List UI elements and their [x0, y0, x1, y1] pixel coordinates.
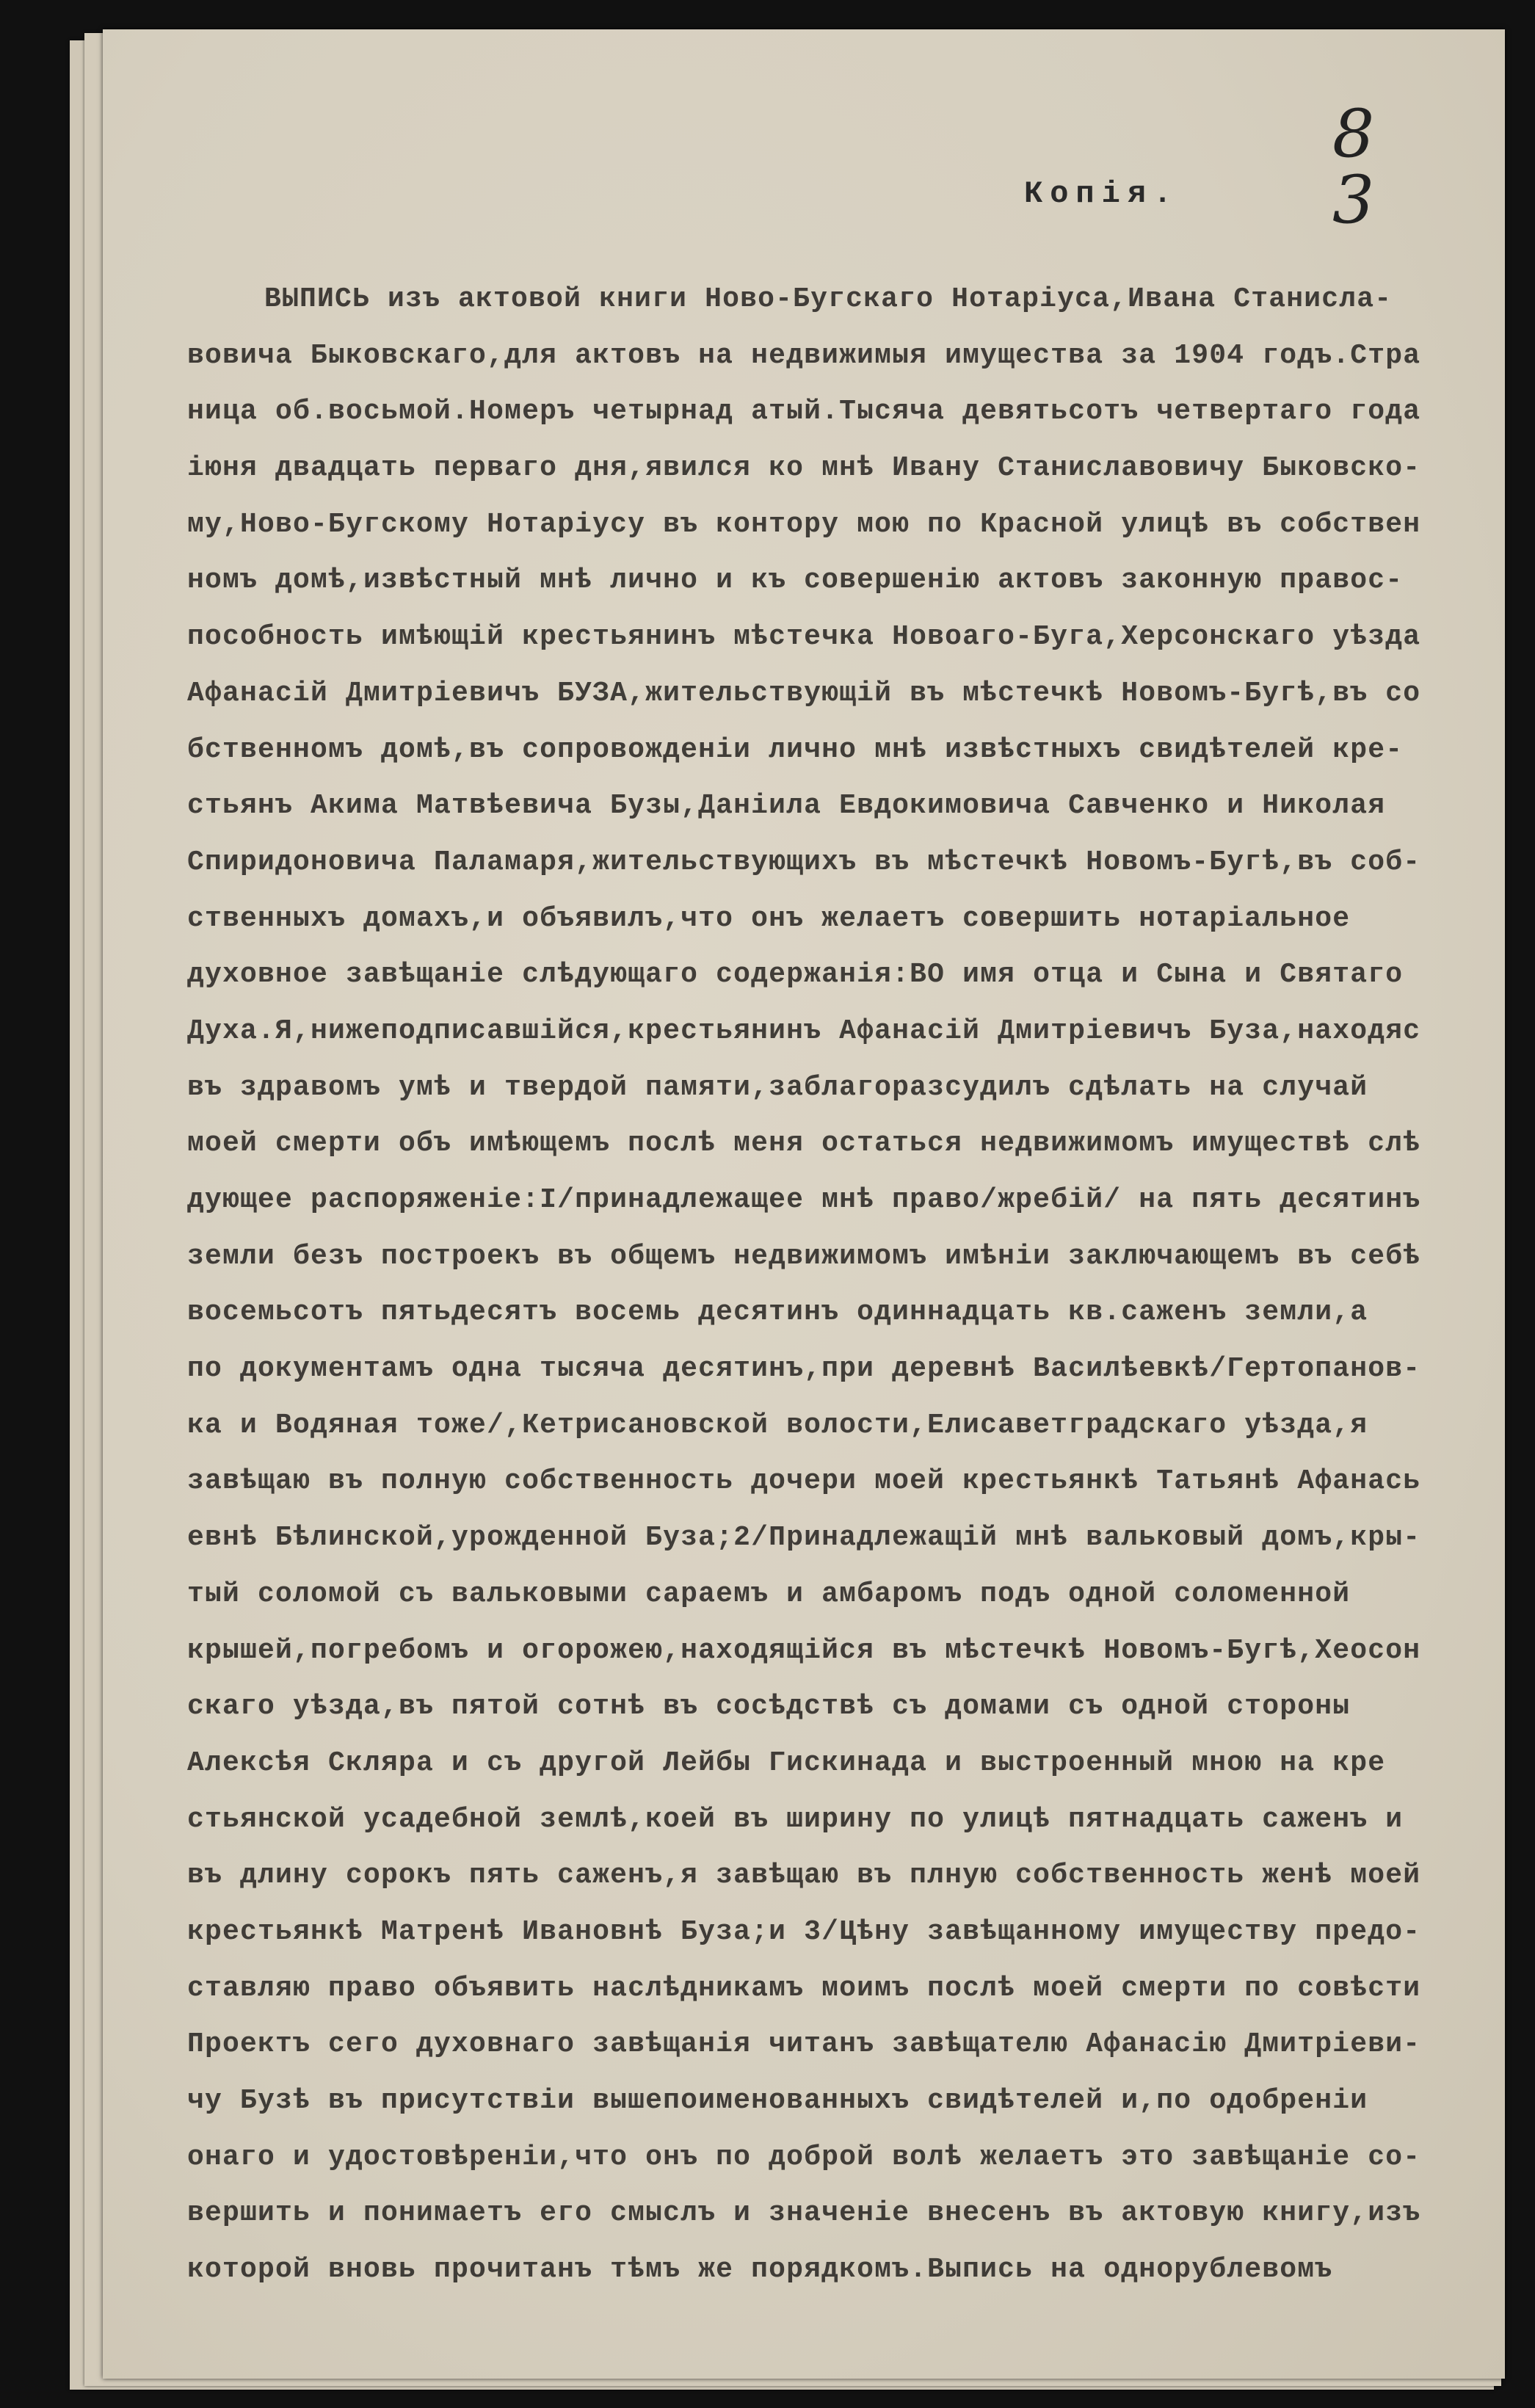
text-line: Спиридоновича Паламаря,жительствующихъ въ мѣстечкѣ Новомъ-Бугѣ,въ соб-	[187, 846, 1421, 878]
text-line: Афанасій Дмитріевичъ БУЗА,жительствующій въ мѣстечкѣ Новомъ-Бугѣ,въ со	[187, 677, 1421, 709]
text-line: номъ домѣ,извѣстный мнѣ лично и къ совершенію актовъ законную правос-	[187, 565, 1404, 597]
text-line: онаго и удостовѣреніи,что онъ по доброй волѣ желаетъ это завѣщаніе со-	[187, 2141, 1421, 2173]
faint-stamp	[148, 109, 219, 200]
text-line: ВЫПИСЬ изъ актовой книги Ново-Бугскаго Нотаріуса,Ивана Станисла-	[264, 283, 1393, 315]
document-body	[187, 279, 1479, 2306]
text-line: моей смерти объ имѣющемъ послѣ меня остаться недвижимомъ имуществѣ слѣ	[187, 1128, 1421, 1160]
text-line: земли безъ построекъ въ общемъ недвижимомъ имѣніи заключающемъ въ себѣ	[187, 1240, 1421, 1272]
text-line: ница об.восьмой.Номеръ четырнад атый.Тысяча девятьсотъ четвертаго года	[187, 396, 1421, 428]
text-line: стьянской усадебной землѣ,коей въ ширину по улицѣ пятнадцать саженъ и	[187, 1803, 1404, 1835]
text-line: Алексѣя Скляра и съ другой Лейбы Гискинада и выстроенный мною на кре	[187, 1747, 1386, 1779]
handwritten-sheet-number: 3	[1332, 162, 1375, 239]
text-line: завѣщаю въ полную собственность дочери моей крестьянкѣ Татьянѣ Афанась	[187, 1465, 1421, 1498]
text-line: крышей,погребомъ и огорожею,находящійся въ мѣстечкѣ Новомъ-Бугѣ,Хеосон	[187, 1634, 1421, 1667]
text-line: стьянъ Акима Матвѣевича Бузы,Даніила Евдокимовича Савченко и Николая	[187, 790, 1386, 822]
text-line: Проектъ сего духовнаго завѣщанія читанъ завѣщателю Афанасію Дмитріеви-	[187, 2028, 1421, 2061]
text-line: крестьянкѣ Матренѣ Ивановнѣ Буза;и 3/Цѣну завѣщанному имуществу предо-	[187, 1915, 1421, 1948]
text-line: скаго уѣзда,въ пятой сотнѣ въ сосѣдствѣ съ домами съ одной стороны	[187, 1691, 1351, 1723]
text-line: пособность имѣющій крестьянинъ мѣстечка Новоаго-Буга,Херсонскаго уѣзда	[187, 621, 1421, 653]
text-line: тый соломой съ вальковыми сараемъ и амбаромъ подъ одной соломенной	[187, 1578, 1351, 1610]
text-line: духовное завѣщаніе слѣдующаго содержанія:ВО имя отца и Сына и Святаго	[187, 959, 1404, 991]
text-line: ка и Водяная тоже/,Кетрисановской волости,Елисаветградскаго уѣзда,я	[187, 1409, 1368, 1441]
text-line: іюня двадцать перваго дня,явился ко мнѣ Ивану Станиславовичу Быковско-	[187, 452, 1421, 485]
text-line: му,Ново-Бугскому Нотаріусу въ контору мою по Красной улицѣ въ собствен	[187, 508, 1421, 540]
text-line: евнѣ Бѣлинской,урожденной Буза;2/Принадлежащій мнѣ вальковый домъ,кры-	[187, 1522, 1421, 1554]
text-line: вершить и понимаетъ его смыслъ и значеніе внесенъ въ актовую книгу,изъ	[187, 2197, 1421, 2230]
text-line: въ здравомъ умѣ и твердой памяти,заблагоразсудилъ сдѣлать на случай	[187, 1071, 1368, 1103]
document-title: Копія.	[1024, 176, 1180, 211]
text-line: ственныхъ домахъ,и объявилъ,что онъ желаетъ совершить нотаріальное	[187, 902, 1351, 935]
text-line: ставляю право объявить наслѣдникамъ моимъ послѣ моей смерти по совѣсти	[187, 1972, 1421, 2004]
text-line: восемьсотъ пятьдесятъ восемь десятинъ одиннадцать кв.саженъ земли,а	[187, 1297, 1368, 1329]
text-line: Духа.Я,нижеподписавшійся,крестьянинъ Афанасій Дмитріевичъ Буза,находяс	[187, 1015, 1421, 1047]
handwritten-page-number: 8	[1332, 95, 1375, 173]
text-line: бственномъ домѣ,въ сопровожденіи лично мнѣ извѣстныхъ свидѣтелей кре-	[187, 733, 1404, 766]
text-line: по документамъ одна тысяча десятинъ,при деревнѣ Василѣевкѣ/Гертопанов-	[187, 1353, 1421, 1385]
text-line: чу Бузѣ въ присутствіи вышепоименованныхъ свидѣтелей и,по одобреніи	[187, 2085, 1368, 2117]
text-line: вовича Быковскаго,для актовъ на недвижимыя имущества за 1904 годъ.Стра	[187, 339, 1421, 371]
text-line: въ длину сорокъ пять саженъ,я завѣщаю въ плную собственность женѣ моей	[187, 1860, 1421, 1892]
text-line: которой вновь прочитанъ тѣмъ же порядкомъ.Выпись на однорублевомъ	[187, 2254, 1333, 2286]
text-line: дующее распоряженіе:I/принадлежащее мнѣ право/жребій/ на пять десятинъ	[187, 1184, 1421, 1216]
